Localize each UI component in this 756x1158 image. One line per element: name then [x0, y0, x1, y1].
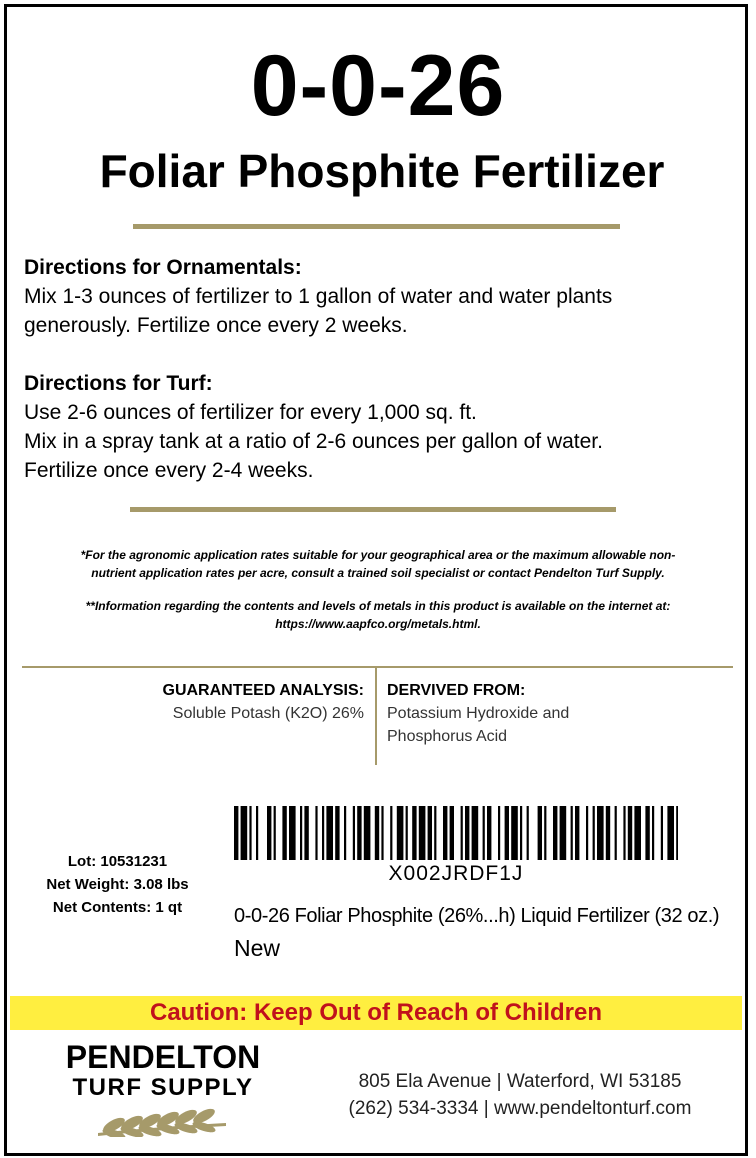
address-line: 805 Ela Avenue | Waterford, WI 53185 [358, 1071, 682, 1092]
derived-from [387, 680, 687, 748]
divider-top [133, 224, 620, 229]
caution-banner [10, 996, 742, 1030]
turf-line-2: Mix in a spray tank at a ratio of 2-6 ounces per gallon of water. [24, 430, 603, 453]
barcode-id: X002JRDF1J [388, 862, 524, 885]
divider-middle [130, 507, 616, 512]
ornamentals-line-2: generously. Fertilize once every 2 weeks. [24, 314, 408, 337]
note-1-line-1: *For the agronomic application rates suitable for your geographical area or the maximum allowable non- [80, 548, 676, 562]
metals-info-note [20, 597, 736, 633]
lot-number: Lot: 10531231 [67, 853, 168, 870]
turf-line-1: Use 2-6 ounces of fertilizer for every 1,000 sq. ft. [24, 401, 477, 424]
logo-company-name: PENDELTON [65, 1039, 261, 1075]
analysis-column-divider [375, 668, 377, 765]
note-2-line-2: https://www.aapfco.org/metals.html. [275, 617, 481, 631]
caution-text: Caution: Keep Out of Reach of Children [149, 999, 602, 1026]
application-rate-note [20, 546, 736, 582]
note-2-line-1: **Information regarding the contents and levels of metals in this product is available on the internet at: [85, 599, 671, 613]
analysis-divider [22, 666, 733, 668]
ornamentals-heading: Directions for Ornamentals: [24, 256, 302, 279]
turf-directions [24, 369, 744, 485]
wheat-icon [94, 1103, 234, 1137]
guaranteed-analysis-heading: GUARANTEED ANALYSIS: [162, 682, 364, 699]
company-address [290, 1068, 750, 1122]
npk-ratio: 0-0-26 [250, 38, 506, 134]
ornamentals-line-1: Mix 1-3 ounces of fertilizer to 1 gallon of water and water plants [24, 285, 613, 308]
logo-company-subtitle: TURF SUPPLY [72, 1074, 254, 1101]
barcode-icon [234, 806, 678, 860]
product-condition: New [234, 935, 281, 961]
derived-from-line-1: Potassium Hydroxide and [387, 705, 570, 722]
turf-heading: Directions for Turf: [24, 372, 213, 395]
product-description: 0-0-26 Foliar Phosphite (26%...h) Liquid Fertilizer (32 oz.) [234, 905, 720, 927]
ornamentals-directions [24, 253, 744, 340]
product-name: Foliar Phosphite Fertilizer [99, 145, 665, 197]
contact-line: (262) 534-3334 | www.pendeltonturf.com [348, 1098, 692, 1119]
guaranteed-analysis-value: Soluble Potash (K2O) 26% [172, 705, 364, 722]
derived-from-heading: DERVIVED FROM: [387, 682, 526, 699]
turf-line-3: Fertilize once every 2-4 weeks. [24, 459, 314, 482]
lot-info [20, 850, 215, 919]
net-weight: Net Weight: 3.08 lbs [46, 876, 189, 893]
note-1-line-2: nutrient application rates per acre, consult a trained soil specialist or contact Pendelton Turf Supply. [91, 566, 665, 580]
guaranteed-analysis [100, 680, 364, 725]
net-contents: Net Contents: 1 qt [52, 899, 183, 916]
derived-from-line-2: Phosphorus Acid [387, 728, 508, 745]
